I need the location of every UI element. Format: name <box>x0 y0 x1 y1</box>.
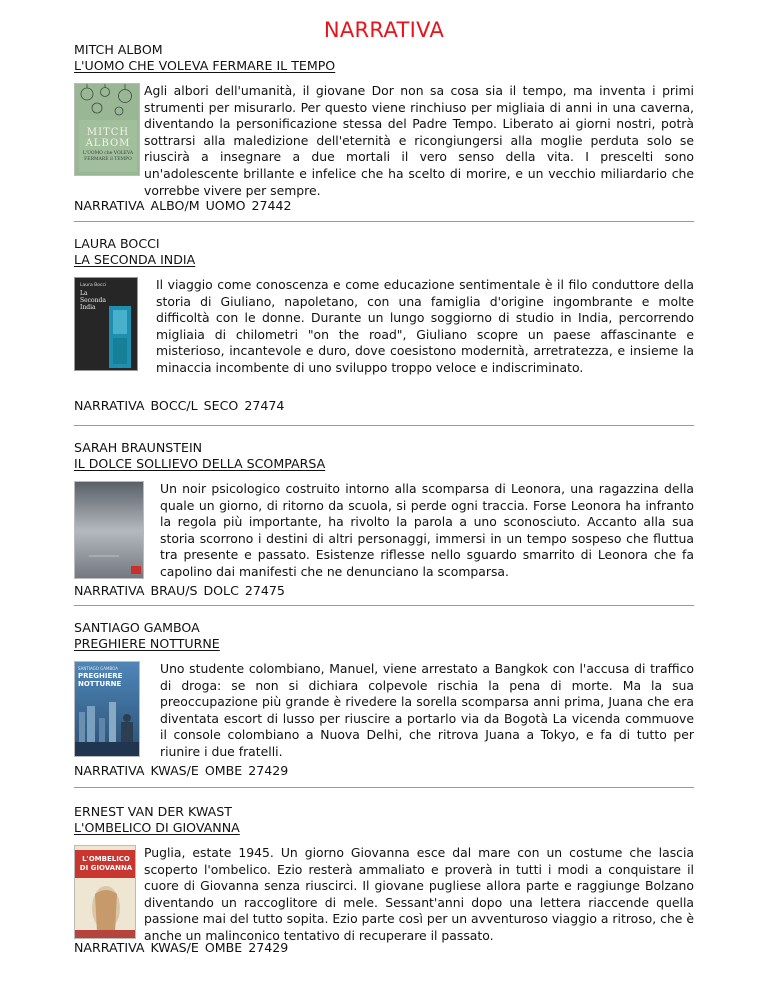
book-author: MITCH ALBOM <box>74 42 163 57</box>
book-description: Puglia, estate 1945. Un giorno Giovanna esce dal mare con un costume che lascia scoperto l'ombelico. Ezio resterà ammaliato e proverà in tutti i modi a conquistare il cuore di Giovanna senza riuscirci. Il giovane pugliese allora parte e raggiunge Bolzano diventando un raccoglitore di mele. Sessant'anni dopo una lettera riaccende quella passione mai del tutto sopita. Ezio parte così per un avventuroso viaggio a ritroso, che è anche un malinconico tentativo di recuperare il passato. <box>144 845 694 943</box>
cover-book-title: La Seconda India <box>80 290 106 311</box>
book-description: Un noir psicologico costruito intorno alla scomparsa di Leonora, una ragazzina della quale un giorno, di ritorno da scuola, si perde ogni traccia. Forse Leonora ha infranto la regola più importante, ha rivolto la parola a uno sconosciuto. Accanto alla sua storia scorrono i destini di altri personaggi, immersi in un tempo sospeso che fluttua tra presente e passato. Esistenze riflesse nello sguardo smarrito di Leonora che fa capolino dai manifesti che ne denunciano la scomparsa. <box>160 481 694 579</box>
cover-title-line-1: L'OMBELICO <box>82 855 130 863</box>
book-title: PREGHIERE NOTTURNE <box>74 636 220 651</box>
book-author: SANTIAGO GAMBOA <box>74 620 200 635</box>
book-shelfmark: NARRATIVA BRAU/S DOLC 27475 <box>74 583 285 598</box>
book-description: Il viaggio come conoscenza e come educazione sentimentale è il filo conduttore della storia di Giuliano, napoletano, con una famiglia d'origine ingombrante e molte difficoltà con le donne. Durante un lungo soggiorno di studio in India, percorrendo migliaia di chilometri "on the road", Giuliano scopre un paese affascinante e misterioso, incantevole e duro, dove coesistono modernità, arretratezza, e insieme la minaccia incombente di uno sviluppo troppo veloce e indiscriminato. <box>156 277 694 375</box>
book-author: SARAH BRAUNSTEIN <box>74 440 203 455</box>
cover-author: SANTIAGO GAMBOA <box>78 666 118 671</box>
book-description: Agli albori dell'umanità, il giovane Dor non sa cosa sia il tempo, ma inventa i primi strumenti per misurarlo. Per questo viene rinchiuso per migliaia di anni in una caverna, diventando la personificazione stessa del Padre Tempo. Liberato ai giorni nostri, potrà sottrarsi alla maledizione dell'eternità e ricongiungersi alla moglie perduta solo se riuscirà a insegnare a due mortali il vero senso della vita. I prescelti sono un'adolescente brillante e infelice che ha scelto di morire, e un vecchio miliardario che vorrebbe vivere per sempre. <box>144 83 694 198</box>
book-entry-van-der-kwast <box>74 804 694 945</box>
book-description: Uno studente colombiano, Manuel, viene arrestato a Bangkok con l'accusa di traffico di droga: se non si dichiara colpevole rischia la pena di morte. Ma la sua preoccupazione più grande è rivedere la sorella scomparsa anni prima, Juana che era diventata escort di lusso per riuscire a portarlo via da Bogotà La vicenda commuove il console colombiano a Nuova Delhi, che ritrova Juana a Tokyo, e fa di tutto per riunire i due fratelli. <box>160 661 694 759</box>
cover-author-last: ALBOM <box>85 138 131 149</box>
book-cover-image <box>74 845 136 939</box>
book-title: L'OMBELICO DI GIOVANNA <box>74 820 240 835</box>
divider <box>74 787 694 788</box>
cover-author: Laura Bocci <box>80 283 107 288</box>
book-entry-albom <box>74 42 694 199</box>
book-shelfmark: NARRATIVA KWAS/E OMBE 27429 <box>74 763 289 778</box>
cover-book-title: PREGHIERE NOTTURNE <box>78 672 123 688</box>
book-author: LAURA BOCCI <box>74 236 160 251</box>
page-title: NARRATIVA <box>323 18 445 42</box>
book-title: L'UOMO CHE VOLEVA FERMARE IL TEMPO <box>74 58 336 73</box>
book-cover-image <box>74 83 140 176</box>
divider <box>74 221 694 222</box>
book-entry-bocci <box>74 236 694 377</box>
divider <box>74 605 694 606</box>
book-cover-image <box>74 661 140 757</box>
book-shelfmark: NARRATIVA KWAS/E OMBE 27429 <box>74 940 289 955</box>
divider <box>74 425 694 426</box>
book-shelfmark: NARRATIVA ALBO/M UOMO 27442 <box>74 198 292 213</box>
book-shelfmark: NARRATIVA BOCC/L SECO 27474 <box>74 398 285 413</box>
book-cover-image <box>74 481 144 579</box>
book-entry-gamboa <box>74 620 694 761</box>
cover-author-first: MITCH <box>86 127 130 138</box>
book-title: LA SECONDA INDIA <box>74 252 196 267</box>
cover-title-line-2: DI GIOVANNA <box>79 864 133 872</box>
cover-book-title: L'UOMO che VOLEVA FERMARE il TEMPO <box>82 151 134 162</box>
book-title: IL DOLCE SOLLIEVO DELLA SCOMPARSA <box>74 456 326 471</box>
book-author: ERNEST VAN DER KWAST <box>74 804 232 819</box>
book-cover-image <box>74 277 138 371</box>
book-entry-braunstein <box>74 440 694 581</box>
